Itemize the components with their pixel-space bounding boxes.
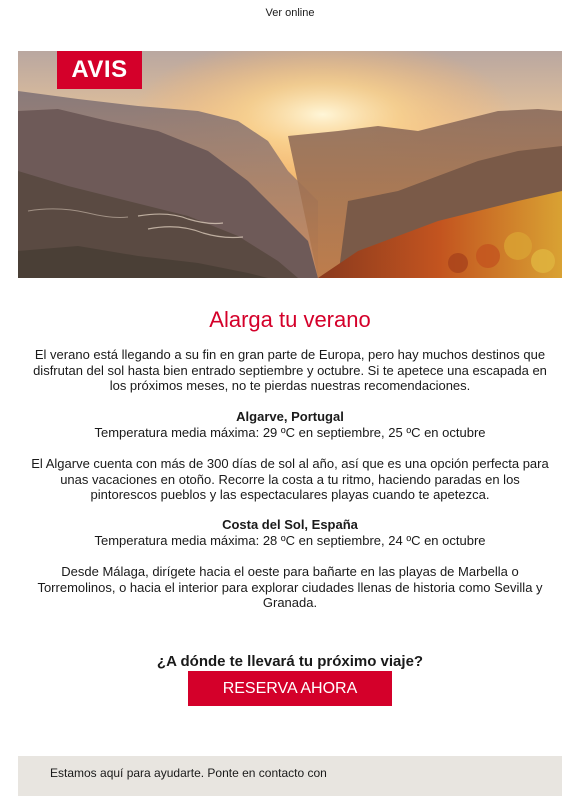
view-online-link[interactable]: Ver online [265, 7, 315, 19]
intro-text: El verano está llegando a su fin en gran parte de Europa, pero hay muchos destinos que disfrutan del sol hasta bien entrado septiembre y octubre. Si te apetece una escapada en los próximos meses, no te pierdas nuestras recomendaciones. [33, 347, 547, 393]
destination-description: Desde Málaga, dirígete hacia el oeste para bañarte en las playas de Marbella o Torremolinos, o hacia el interior para explorar ciudades llenas de historia como Sevilla y Granada. [37, 564, 543, 610]
hero-image [18, 51, 562, 278]
next-trip-question: ¿A dónde te llevará tu próximo viaje? [156, 653, 424, 670]
footer-help-text: Estamos aquí para ayudarte. Ponte en contacto con [50, 766, 327, 780]
book-now-button[interactable]: RESERVA AHORA [188, 671, 392, 706]
destination-description: El Algarve cuenta con más de 300 días de sol al año, así que es una opción perfecta para unas vacaciones en otoño. Recorre la costa a tu ritmo, haciendo paradas en los pintorescos pueblos y las espectaculares playas cuando te apetezca. [31, 456, 549, 502]
destination-title: Costa del Sol, España [222, 517, 358, 532]
destination-title: Algarve, Portugal [236, 409, 344, 424]
destination-temperature: Temperatura media máxima: 28 ºC en septiembre, 24 ºC en octubre [94, 533, 486, 548]
avis-logo: AVIS [57, 51, 142, 89]
headline: Alarga tu verano [209, 307, 371, 332]
footer [18, 756, 562, 796]
destination-temperature: Temperatura media máxima: 29 ºC en septiembre, 25 ºC en octubre [94, 425, 486, 440]
